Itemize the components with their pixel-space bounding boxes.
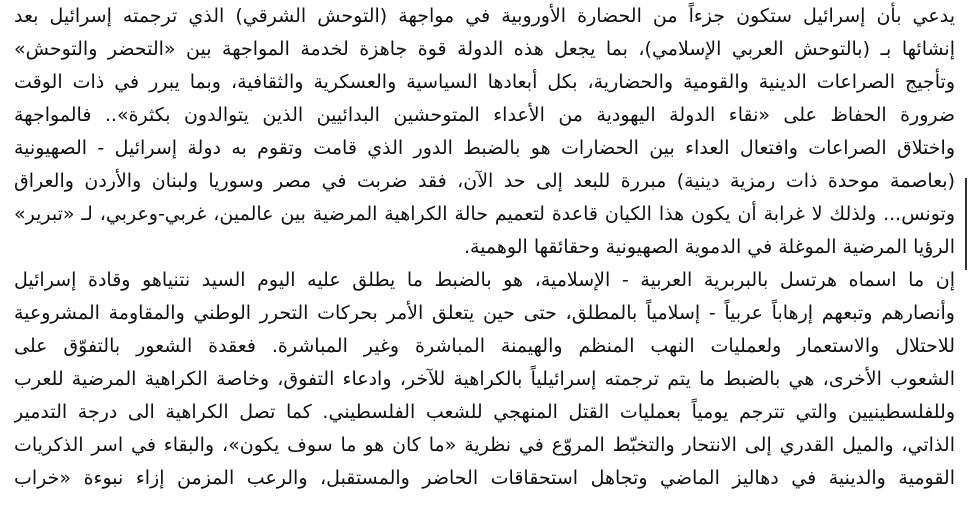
text-line: وتونس... ولذلك لا غرابة أن يكون هذا الكيان قاعدة لتعميم حالة الكراهية المرضية بين عالمين، غربي-وعربي، لـ «تبرير» [14, 203, 955, 225]
text-line: وأنصارهم وتبعهم إرهاباً عربياً - إسلامياً بالمطلق، حتى حين يتعلق الأمر بحركات التحرر الوطني والمقاومة المشروعية [14, 302, 955, 324]
text-line: (بعاصمة موحدة ذات رمزية دينية) مبررة للبعد إلى حد الآن، فقد ضربت في مصر وسوريا ولبنان والأردن والعراق [14, 170, 955, 192]
text-line: ضرورة الحفاظ على «نقاء الدولة اليهودية من الأعداء المتوحشين البدائيين الذين يتوالدون بكثرة».. فالمواجهة [14, 104, 955, 126]
text-line: للاحتلال والاستعمار ولعمليات النهب المنظم والهيمنة المباشرة وغير المباشرة. فعقدة الشعور بالتفوّق على [14, 335, 955, 357]
text-line: إنشائها بـ (بالتوحش العربي الإسلامي)، بما يجعل هذه الدولة قوة جاهزة لخدمة المواجهة بين «التحضر والتوحش» [14, 38, 955, 60]
text-line: الذاتي، والميل القدري إلى الانتحار والتخبّط المروّع في نظرية «ما كان هو ما سوف يكون»، والبقاء في اسر الذكريات [14, 434, 955, 456]
text-line: الرؤيا المرضية الموغلة في الدموية الصهيونية وحقائقها الوهمية. [463, 236, 955, 258]
text-line: واختلاق الصراعات وافتعال العداء بين الحضارات هو بالضبط الدور الذي قامت وتقوم به دولة إسرائيل - الصهيونية [14, 137, 955, 159]
text-line: إن ما اسماه هرتسل بالبربرية العربية - الإسلامية، هو بالضبط ما يطلق عليه اليوم السيد نتنياهو وقادة إسرائيل [14, 269, 955, 291]
text-line: وللفلسطينيين والتي تترجم يومياً بعمليات القتل المنهجي للشعب الفلسطيني. كما تصل الكراهية الى درجة التدمير [14, 401, 955, 423]
quote-margin-bar [965, 178, 967, 270]
text-line: الشعوب الأخرى، هي بالضبط ما يتم ترجمته إسرائيلياً بالكراهية للآخر، وادعاء التفوق، وخاصة الكراهية المرضية للعرب [14, 368, 955, 390]
text-line: وتأجيج الصراعات الدينية والقومية والحضارية، بكل أبعادها السياسية والعسكرية والثقافية، وبما يبرر في ذات الوقت [14, 71, 955, 93]
text-line: القومية والدينية في دهاليز الماضي وتجاهل استحقاقات الحاضر والمستقبل، والرعب المزمن إزاء نبوءة «خراب [14, 467, 955, 489]
text-line: يدعي بأن إسرائيل ستكون جزءاً من الحضارة الأوروبية في مواجهة (التوحش الشرقي) الذي ترجمته إسرائيل بعد [14, 5, 955, 27]
